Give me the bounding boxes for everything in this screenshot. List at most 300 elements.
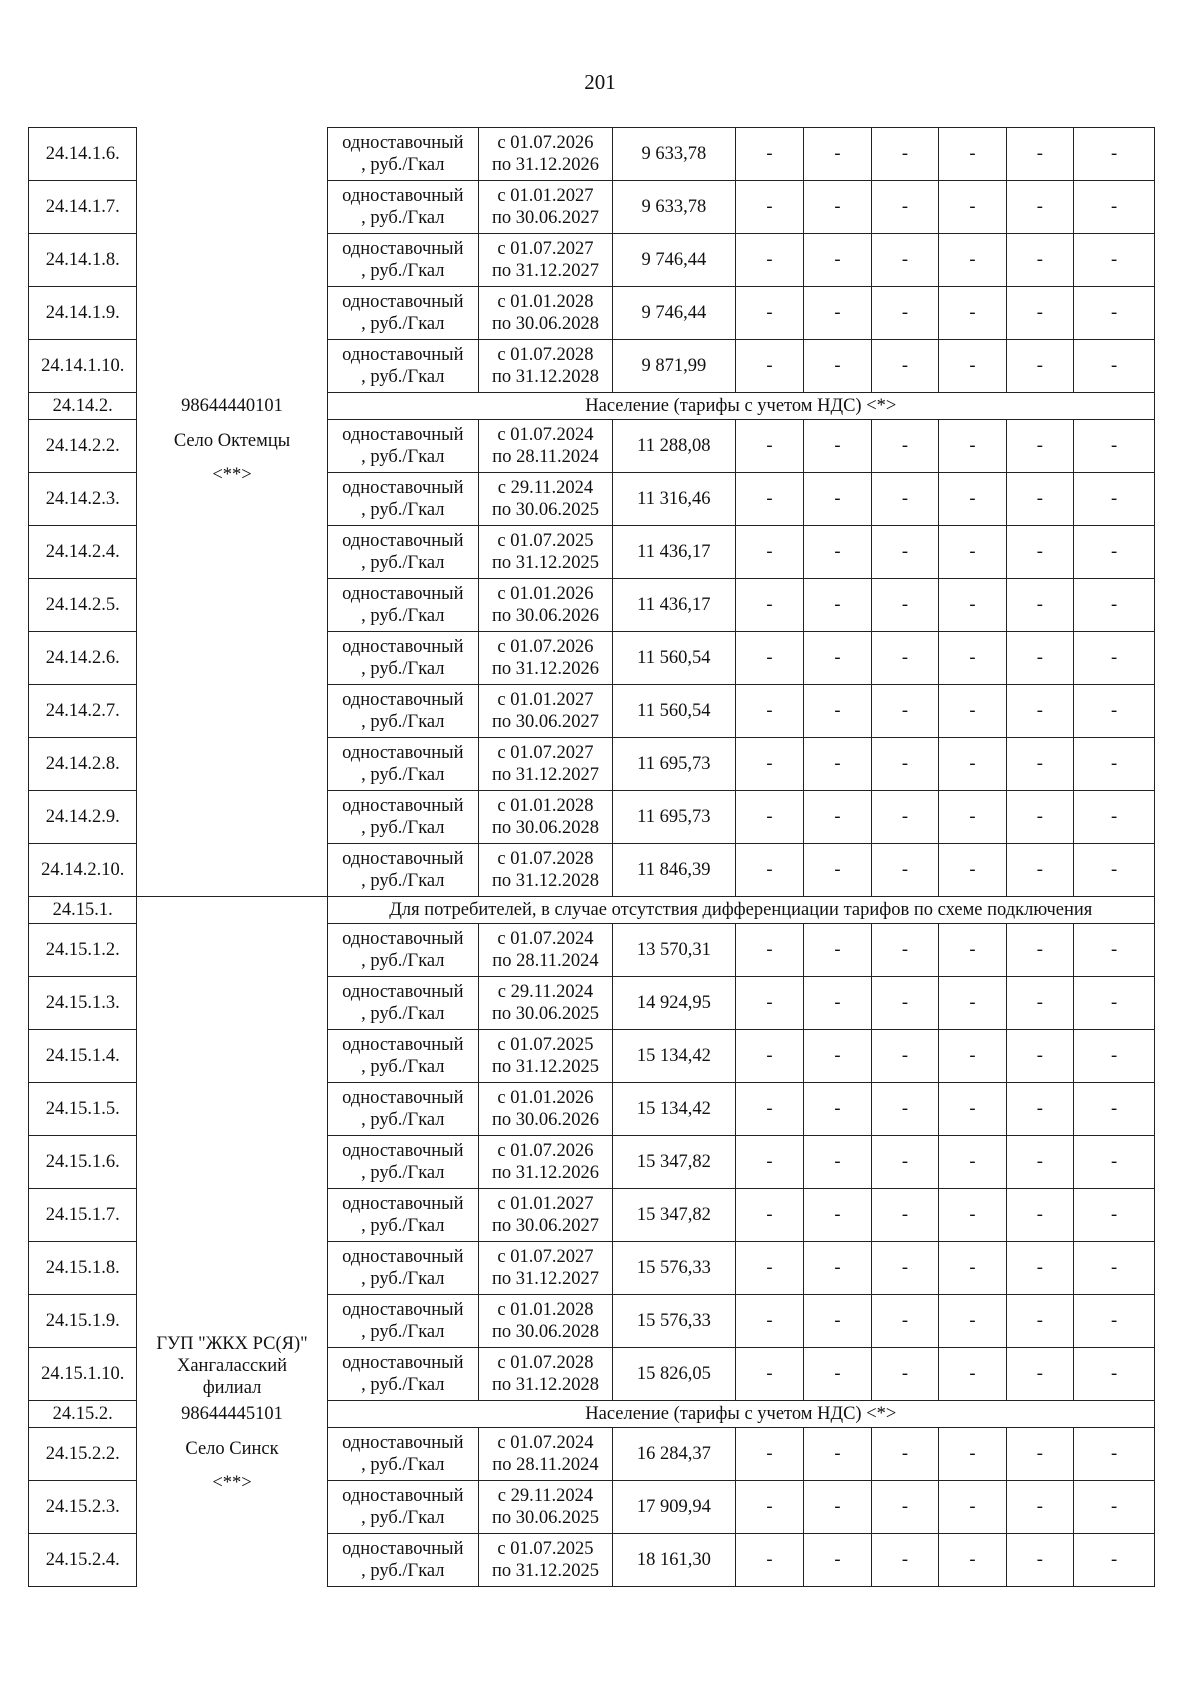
period-cell [478, 473, 612, 526]
tariff-value: 9 871,99 [612, 340, 735, 393]
empty-value: - [735, 128, 804, 181]
empty-value: - [804, 924, 871, 977]
period-to: по 28.11.2024 [492, 951, 599, 971]
rate-unit-label: , руб./Гкал [361, 1375, 445, 1395]
empty-value: - [804, 738, 871, 791]
empty-value: - [939, 977, 1006, 1030]
rate-type-cell [327, 738, 478, 791]
empty-value: - [1074, 1295, 1155, 1348]
tariff-value: 11 316,46 [612, 473, 735, 526]
empty-value: - [735, 844, 804, 897]
rate-type-label: одноставочный [342, 1088, 464, 1108]
org-column [137, 128, 327, 393]
tariff-value: 18 161,30 [612, 1534, 735, 1587]
period-from: с 01.07.2024 [497, 425, 594, 445]
row-number: 24.15.1.10. [29, 1348, 137, 1401]
rate-type-label: одноставочный [342, 186, 464, 206]
rate-type-cell [327, 181, 478, 234]
rate-type-cell [327, 791, 478, 844]
period-to: по 30.06.2028 [491, 314, 599, 334]
empty-value: - [735, 924, 804, 977]
period-cell [478, 526, 612, 579]
empty-value: - [735, 181, 804, 234]
empty-value: - [871, 1481, 938, 1534]
empty-value: - [1006, 1030, 1073, 1083]
empty-value: - [1074, 181, 1155, 234]
empty-value: - [804, 287, 871, 340]
empty-value: - [939, 234, 1006, 287]
empty-value: - [804, 977, 871, 1030]
period-cell [478, 738, 612, 791]
period-to: по 30.06.2025 [491, 1004, 599, 1024]
empty-value: - [804, 791, 871, 844]
empty-value: - [1006, 420, 1073, 473]
empty-value: - [939, 924, 1006, 977]
empty-value: - [735, 287, 804, 340]
empty-value: - [871, 1295, 938, 1348]
empty-value: - [939, 844, 1006, 897]
rate-type-cell [327, 234, 478, 287]
row-number: 24.15.1. [29, 897, 137, 924]
section-label: Население (тарифы с учетом НДС) <*> [327, 1401, 1154, 1428]
row-number: 24.14.2.6. [29, 632, 137, 685]
empty-value: - [871, 340, 938, 393]
empty-value: - [1074, 473, 1155, 526]
empty-value: - [1006, 340, 1073, 393]
tariff-value: 11 695,73 [612, 738, 735, 791]
rate-type-label: одноставочный [342, 133, 464, 153]
empty-value: - [939, 632, 1006, 685]
row-number: 24.15.1.2. [29, 924, 137, 977]
rate-type-label: одноставочный [342, 1539, 464, 1559]
settlement-name: Село Синск [185, 1438, 279, 1459]
rate-unit-label: , руб./Гкал [361, 712, 445, 732]
row-number: 24.15.1.8. [29, 1242, 137, 1295]
rate-unit-label: , руб./Гкал [361, 155, 445, 175]
empty-value: - [1074, 1481, 1155, 1534]
rate-type-cell [327, 1428, 478, 1481]
rate-type-cell [327, 632, 478, 685]
empty-value: - [804, 1083, 871, 1136]
empty-value: - [871, 287, 938, 340]
empty-value: - [735, 685, 804, 738]
section-row [29, 393, 1155, 420]
row-number: 24.14.1.8. [29, 234, 137, 287]
settlement-code: 98644445101 [181, 1404, 283, 1424]
empty-value: - [1006, 632, 1073, 685]
empty-value: - [804, 1242, 871, 1295]
period-cell [478, 1030, 612, 1083]
empty-value: - [871, 1136, 938, 1189]
empty-value: - [871, 420, 938, 473]
empty-value: - [1074, 791, 1155, 844]
rate-type-cell [327, 1083, 478, 1136]
empty-value: - [1074, 420, 1155, 473]
period-to: по 30.06.2027 [491, 208, 599, 228]
empty-value: - [735, 1189, 804, 1242]
rate-unit-label: , руб./Гкал [361, 1004, 445, 1024]
empty-value: - [735, 1348, 804, 1401]
empty-value: - [735, 420, 804, 473]
rate-type-label: одноставочный [342, 345, 464, 365]
period-from: с 01.01.2028 [497, 292, 594, 312]
empty-value: - [871, 1189, 938, 1242]
organization-name [137, 1333, 326, 1401]
tariff-value: 9 746,44 [612, 287, 735, 340]
empty-value: - [939, 1242, 1006, 1295]
empty-value: - [1074, 977, 1155, 1030]
empty-value: - [939, 579, 1006, 632]
empty-value: - [939, 685, 1006, 738]
rate-unit-label: , руб./Гкал [361, 1561, 445, 1581]
empty-value: - [804, 844, 871, 897]
rate-type-cell [327, 473, 478, 526]
empty-value: - [939, 526, 1006, 579]
empty-value: - [939, 1295, 1006, 1348]
tariff-value: 15 576,33 [612, 1295, 735, 1348]
empty-value: - [871, 128, 938, 181]
row-number: 24.15.1.3. [29, 977, 137, 1030]
period-cell [478, 1189, 612, 1242]
empty-value: - [1006, 181, 1073, 234]
period-cell [478, 791, 612, 844]
empty-value: - [939, 1428, 1006, 1481]
tariff-value: 15 347,82 [612, 1189, 735, 1242]
period-from: с 01.07.2027 [497, 1247, 594, 1267]
empty-value: - [1006, 1481, 1073, 1534]
empty-value: - [1074, 844, 1155, 897]
table-row [29, 1428, 1155, 1481]
empty-value: - [735, 1534, 804, 1587]
row-number: 24.15.1.4. [29, 1030, 137, 1083]
empty-value: - [1006, 1534, 1073, 1587]
empty-value: - [939, 1083, 1006, 1136]
empty-value: - [1074, 924, 1155, 977]
row-number: 24.14.1.10. [29, 340, 137, 393]
empty-value: - [871, 1083, 938, 1136]
row-number: 24.15.1.9. [29, 1295, 137, 1348]
period-cell [478, 844, 612, 897]
empty-value: - [871, 844, 938, 897]
rate-type-label: одноставочный [342, 690, 464, 710]
period-to: по 28.11.2024 [492, 1455, 599, 1475]
tariff-value: 11 560,54 [612, 685, 735, 738]
rate-type-label: одноставочный [342, 743, 464, 763]
empty-value: - [735, 977, 804, 1030]
empty-value: - [1074, 738, 1155, 791]
empty-value: - [1006, 287, 1073, 340]
period-to: по 30.06.2028 [491, 818, 599, 838]
empty-value: - [871, 1428, 938, 1481]
rate-type-cell [327, 685, 478, 738]
settlement-block [137, 1428, 326, 1494]
period-from: с 01.01.2026 [497, 584, 594, 604]
empty-value: - [804, 420, 871, 473]
empty-value: - [1006, 1242, 1073, 1295]
row-number: 24.15.2.4. [29, 1534, 137, 1587]
rate-type-label: одноставочный [342, 425, 464, 445]
rate-type-label: одноставочный [342, 796, 464, 816]
empty-value: - [939, 1136, 1006, 1189]
empty-value: - [939, 1534, 1006, 1587]
empty-value: - [939, 340, 1006, 393]
empty-value: - [1006, 1428, 1073, 1481]
empty-value: - [804, 1136, 871, 1189]
rate-unit-label: , руб./Гкал [361, 1057, 445, 1077]
period-from: с 01.07.2027 [497, 239, 594, 259]
period-from: с 01.01.2027 [497, 690, 594, 710]
rate-type-cell [327, 287, 478, 340]
empty-value: - [939, 287, 1006, 340]
rate-type-cell [327, 1295, 478, 1348]
period-cell [478, 128, 612, 181]
rate-type-label: одноставочный [342, 1300, 464, 1320]
period-cell [478, 340, 612, 393]
period-cell [478, 181, 612, 234]
org-column [137, 897, 327, 1401]
row-number: 24.15.2.2. [29, 1428, 137, 1481]
period-to: по 30.06.2026 [491, 1110, 599, 1130]
period-cell [478, 632, 612, 685]
empty-value: - [804, 234, 871, 287]
row-number: 24.14.1.9. [29, 287, 137, 340]
table-row [29, 128, 1155, 181]
rate-unit-label: , руб./Гкал [361, 1508, 445, 1528]
tariff-value: 11 846,39 [612, 844, 735, 897]
rate-unit-label: , руб./Гкал [361, 1216, 445, 1236]
period-cell [478, 1428, 612, 1481]
period-to: по 30.06.2027 [491, 712, 599, 732]
empty-value: - [735, 632, 804, 685]
empty-value: - [1074, 1083, 1155, 1136]
empty-value: - [735, 791, 804, 844]
period-from: с 01.07.2028 [497, 345, 594, 365]
rate-type-label: одноставочный [342, 239, 464, 259]
rate-type-label: одноставочный [342, 531, 464, 551]
empty-value: - [871, 685, 938, 738]
period-cell [478, 1136, 612, 1189]
empty-value: - [1006, 1295, 1073, 1348]
period-from: с 29.11.2024 [497, 1486, 594, 1506]
empty-value: - [735, 738, 804, 791]
period-cell [478, 1083, 612, 1136]
tariff-value: 15 134,42 [612, 1030, 735, 1083]
empty-value: - [939, 1189, 1006, 1242]
row-number: 24.14.2.4. [29, 526, 137, 579]
rate-unit-label: , руб./Гкал [361, 659, 445, 679]
empty-value: - [1074, 234, 1155, 287]
rate-type-label: одноставочный [342, 1486, 464, 1506]
rate-unit-label: , руб./Гкал [361, 871, 445, 891]
tariff-value: 9 633,78 [612, 181, 735, 234]
empty-value: - [804, 632, 871, 685]
empty-value: - [735, 1030, 804, 1083]
tariff-value: 11 436,17 [612, 526, 735, 579]
settlement-cell [137, 420, 327, 897]
tariff-value: 9 746,44 [612, 234, 735, 287]
period-to: по 31.12.2026 [491, 659, 599, 679]
rate-type-cell [327, 1242, 478, 1295]
period-from: с 01.01.2028 [497, 1300, 594, 1320]
tariff-value: 11 560,54 [612, 632, 735, 685]
empty-value: - [735, 1083, 804, 1136]
row-number: 24.14.2.10. [29, 844, 137, 897]
settlement-block [137, 420, 326, 486]
period-cell [478, 1348, 612, 1401]
empty-value: - [735, 579, 804, 632]
empty-value: - [804, 340, 871, 393]
period-cell [478, 287, 612, 340]
period-to: по 31.12.2025 [491, 553, 599, 573]
tariff-value: 15 347,82 [612, 1136, 735, 1189]
period-cell [478, 420, 612, 473]
tariff-value: 15 134,42 [612, 1083, 735, 1136]
empty-value: - [1006, 234, 1073, 287]
empty-value: - [1006, 526, 1073, 579]
tariff-value: 14 924,95 [612, 977, 735, 1030]
rate-type-label: одноставочный [342, 929, 464, 949]
rate-type-label: одноставочный [342, 1247, 464, 1267]
empty-value: - [804, 1428, 871, 1481]
rate-type-cell [327, 1534, 478, 1587]
rate-type-cell [327, 924, 478, 977]
row-number: 24.14.2.3. [29, 473, 137, 526]
empty-value: - [804, 1030, 871, 1083]
period-to: по 30.06.2027 [491, 1216, 599, 1236]
empty-value: - [939, 420, 1006, 473]
rate-type-cell [327, 128, 478, 181]
period-from: с 01.07.2026 [497, 1141, 594, 1161]
empty-value: - [871, 632, 938, 685]
rate-type-label: одноставочный [342, 1353, 464, 1373]
period-cell [478, 1534, 612, 1587]
rate-type-cell [327, 420, 478, 473]
empty-value: - [939, 1481, 1006, 1534]
period-to: по 30.06.2025 [491, 500, 599, 520]
rate-type-label: одноставочный [342, 849, 464, 869]
empty-value: - [735, 1295, 804, 1348]
empty-value: - [735, 1242, 804, 1295]
period-from: с 01.01.2027 [497, 186, 594, 206]
page-number: 201 [584, 70, 616, 94]
section-row [29, 1401, 1155, 1428]
row-number: 24.15.2.3. [29, 1481, 137, 1534]
empty-value: - [871, 1242, 938, 1295]
tariff-table [28, 127, 1155, 1587]
empty-value: - [939, 473, 1006, 526]
rate-type-cell [327, 340, 478, 393]
tariff-value: 17 909,94 [612, 1481, 735, 1534]
rate-unit-label: , руб./Гкал [361, 1455, 445, 1475]
period-cell [478, 1481, 612, 1534]
rate-type-label: одноставочный [342, 1433, 464, 1453]
rate-type-label: одноставочный [342, 982, 464, 1002]
empty-value: - [735, 526, 804, 579]
organization-line: филиал [202, 1377, 262, 1398]
empty-value: - [939, 1030, 1006, 1083]
empty-value: - [735, 1136, 804, 1189]
period-cell [478, 924, 612, 977]
period-to: по 31.12.2026 [491, 1163, 599, 1183]
period-from: с 01.07.2027 [497, 743, 594, 763]
empty-value: - [804, 579, 871, 632]
empty-value: - [871, 977, 938, 1030]
empty-value: - [939, 738, 1006, 791]
empty-value: - [804, 526, 871, 579]
tariff-value: 13 570,31 [612, 924, 735, 977]
rate-unit-label: , руб./Гкал [361, 447, 445, 467]
rate-type-cell [327, 1030, 478, 1083]
row-number: 24.14.1.6. [29, 128, 137, 181]
period-to: по 31.12.2027 [491, 1269, 599, 1289]
tariff-value: 11 436,17 [612, 579, 735, 632]
empty-value: - [1074, 526, 1155, 579]
rate-type-cell [327, 977, 478, 1030]
empty-value: - [1074, 1136, 1155, 1189]
rate-type-cell [327, 844, 478, 897]
row-number: 24.15.1.6. [29, 1136, 137, 1189]
empty-value: - [804, 1534, 871, 1587]
empty-value: - [735, 340, 804, 393]
rate-unit-label: , руб./Гкал [361, 208, 445, 228]
organization-line: ГУП "ЖКХ РС(Я)" [156, 1333, 308, 1354]
empty-value: - [871, 738, 938, 791]
tariff-table-body [29, 128, 1155, 1587]
empty-value: - [1074, 579, 1155, 632]
settlement-code: 98644440101 [181, 396, 283, 416]
period-from: с 01.07.2026 [497, 133, 594, 153]
period-from: с 29.11.2024 [497, 478, 594, 498]
rate-type-label: одноставочный [342, 292, 464, 312]
period-to: по 31.12.2027 [491, 765, 599, 785]
row-number: 24.14.2.2. [29, 420, 137, 473]
rate-unit-label: , руб./Гкал [361, 367, 445, 387]
rate-type-label: одноставочный [342, 478, 464, 498]
rate-unit-label: , руб./Гкал [361, 951, 445, 971]
period-to: по 31.12.2028 [491, 1375, 599, 1395]
rate-type-cell [327, 579, 478, 632]
row-number: 24.14.2.5. [29, 579, 137, 632]
table-row [29, 420, 1155, 473]
section-label: Население (тарифы с учетом НДС) <*> [327, 393, 1154, 420]
tariff-value: 15 576,33 [612, 1242, 735, 1295]
rate-unit-label: , руб./Гкал [361, 606, 445, 626]
empty-value: - [871, 1030, 938, 1083]
empty-value: - [1074, 287, 1155, 340]
empty-value: - [1074, 340, 1155, 393]
period-from: с 01.07.2025 [497, 1035, 594, 1055]
row-number: 24.15.1.7. [29, 1189, 137, 1242]
empty-value: - [1006, 738, 1073, 791]
empty-value: - [804, 1189, 871, 1242]
period-to: по 31.12.2028 [491, 367, 599, 387]
period-cell [478, 685, 612, 738]
rate-unit-label: , руб./Гкал [361, 500, 445, 520]
empty-value: - [871, 526, 938, 579]
rate-unit-label: , руб./Гкал [361, 553, 445, 573]
empty-value: - [1006, 1083, 1073, 1136]
empty-value: - [1074, 1348, 1155, 1401]
period-to: по 31.12.2025 [491, 1057, 599, 1077]
rate-type-cell [327, 1189, 478, 1242]
empty-value: - [939, 128, 1006, 181]
empty-value: - [735, 234, 804, 287]
period-to: по 30.06.2028 [491, 1322, 599, 1342]
period-to: по 30.06.2025 [491, 1508, 599, 1528]
row-number: 24.15.2. [29, 1401, 137, 1428]
period-cell [478, 1295, 612, 1348]
period-from: с 01.07.2028 [497, 1353, 594, 1373]
